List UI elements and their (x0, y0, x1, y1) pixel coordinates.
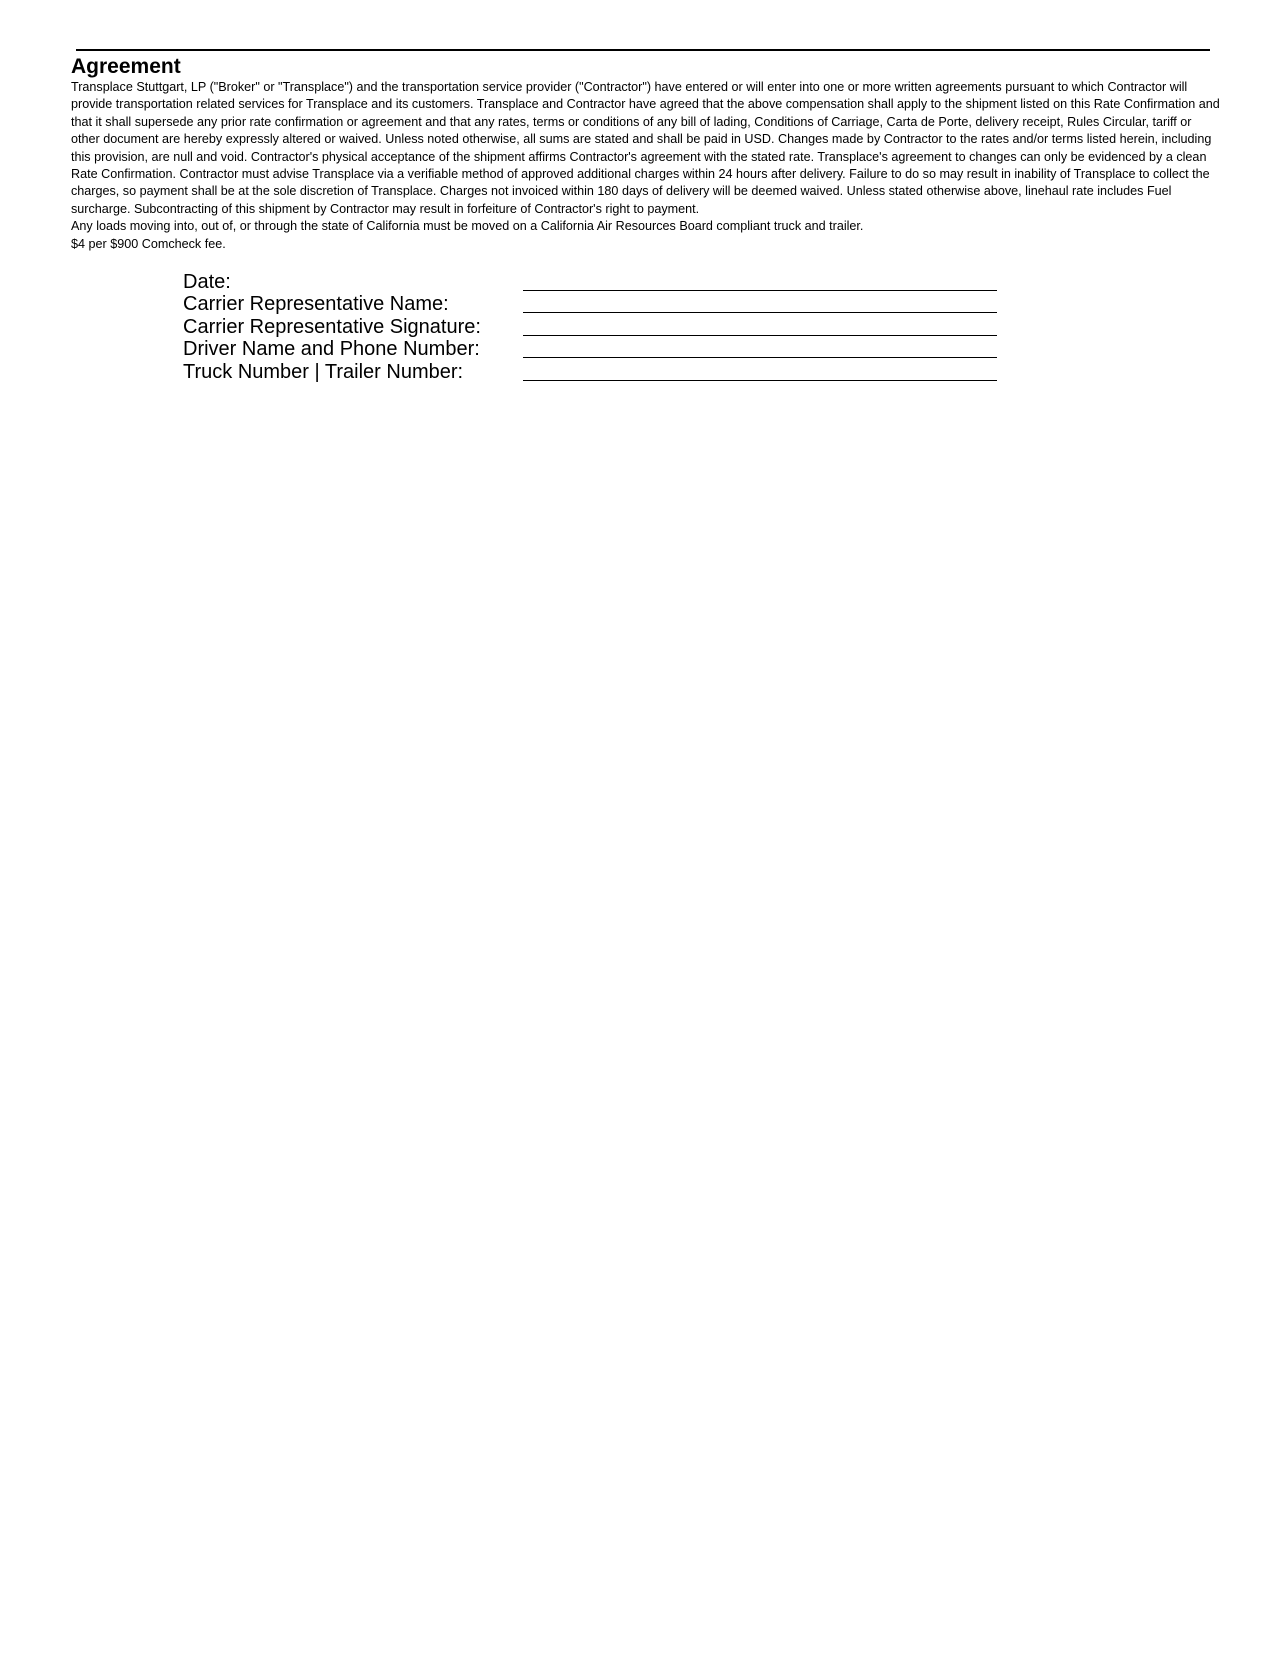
carrier-rep-name-label: Carrier Representative Name: (183, 293, 449, 315)
california-carb-paragraph: Any loads moving into, out of, or through the state of California must be moved on a California Air Resources Board compliant truck and trailer. (71, 219, 864, 234)
truck-trailer-number-label: Truck Number | Trailer Number: (183, 360, 464, 383)
top-divider (76, 49, 1210, 51)
driver-name-phone-label: Driver Name and Phone Number: (183, 338, 480, 360)
carrier-rep-signature-label: Carrier Representative Signature: (183, 315, 481, 338)
agreement-text (71, 79, 1221, 253)
comcheck-fee-paragraph: $4 per $900 Comcheck fee. (71, 236, 226, 251)
agreement-terms-paragraph: Transplace Stuttgart, LP ("Broker" or "Transplace") and the transportation service provider ("Contractor") have entered or will enter into one or more written agreements pursuant to which Contractor will provide transportation related services for Transplace and its customers. Transplace and Contractor have agreed that the above compensation shall apply to the shipment listed on this Rate Confirmation and that it shall supersede any prior rate confirmation or agreement and that any rates, terms or conditions of any bill of lading, Conditions of Carriage, Carta de Porte, delivery receipt, Rules Circular, tariff or other document are hereby expressly altered or waived. Unless noted otherwise, all sums are stated and shall be paid in USD. Changes made by Contractor to the rates and/or terms listed herein, including this provision, are null and void. Contractor's physical acceptance of the shipment affirms Contractor's agreement with the stated rate. Transplace's agreement to changes can only be evidenced by a clean Rate Confirmation. Contractor must advise Transplace via a verifiable method of approved additional charges within 24 hours after delivery. Failure to do so may result in inability of Transplace to collect the charges, so payment shall be at the sole discretion of Transplace. Charges not invoiced within 180 days of delivery will be deemed waived. Unless stated otherwise above, linehaul rate includes Fuel surcharge. Subcontracting of this shipment by Contractor may result in forfeiture of Contractor's right to payment. (71, 80, 1220, 216)
driver-name-phone-row (183, 338, 1003, 361)
driver-name-phone-line[interactable] (523, 357, 997, 358)
carrier-rep-name-row (183, 293, 1003, 316)
date-label: Date: (183, 270, 231, 293)
date-row (183, 270, 1003, 293)
date-line[interactable] (523, 290, 997, 291)
truck-trailer-number-row (183, 360, 1003, 383)
agreement-heading: Agreement (71, 55, 181, 78)
truck-trailer-number-line[interactable] (523, 380, 997, 381)
carrier-rep-signature-line[interactable] (523, 335, 997, 336)
carrier-rep-signature-row (183, 315, 1003, 338)
signature-block (183, 270, 1003, 383)
carrier-rep-name-line[interactable] (523, 312, 997, 313)
